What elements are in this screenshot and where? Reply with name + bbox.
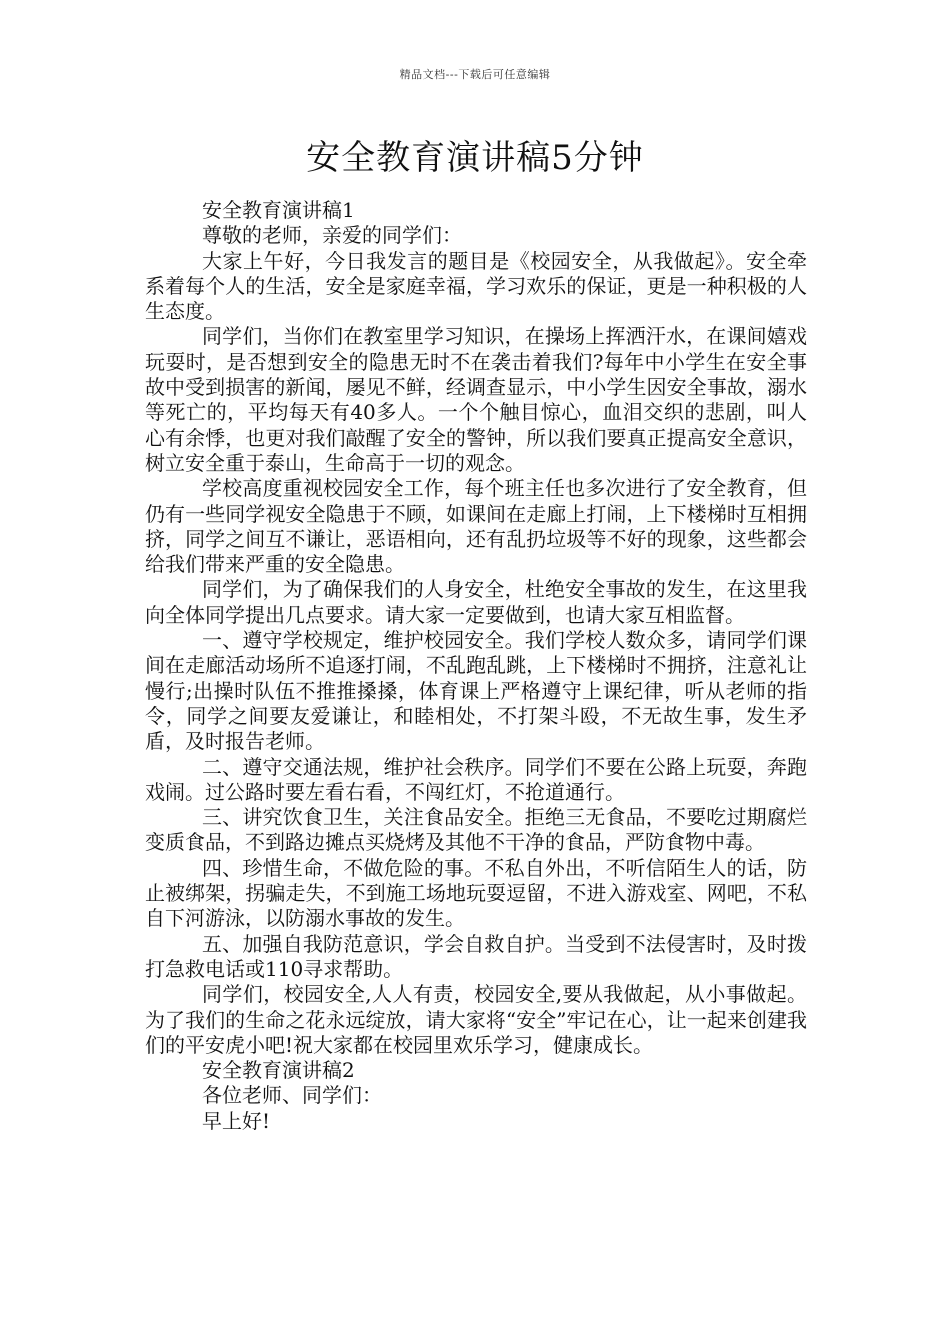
paragraph: 同学们，当你们在教室里学习知识，在操场上挥洒汗水，在课间嬉戏玩耍时，是否想到安全的隐患无时不在袭击着我们?每年中小学生在安全事故中受到损害的新闻，屡见不鲜，经调查显示，中小学生因安全事故，溺水等死亡的，平均每天有40多人。一个个触目惊心，血泪交织的悲剧，叫人心有余悸，也更对我们敲醒了安全的警钟，所以我们要真正提高安全意识，树立安全重于泰山，生命高于一切的观念。: [145, 324, 807, 475]
paragraph: 安全教育演讲稿2: [202, 1058, 355, 1083]
paragraph: 安全教育演讲稿1: [202, 198, 355, 222]
paragraph: 大家上午好，今日我发言的题目是《校园安全，从我做起》。安全牵系着每个人的生活，安全是家庭幸福，学习欢乐的保证，更是一种积极的人生态度。: [145, 248, 807, 324]
document-body: [145, 198, 807, 1134]
paragraph: 同学们，校园安全,人人有责，校园安全,要从我做起，从小事做起。为了我们的生命之花永远绽放，请大家将“安全”牢记在心，让一起来创建我们的平安虎小吧!祝大家都在校园里欢乐学习，健康成长。: [145, 982, 807, 1057]
paragraph: 尊敬的老师，亲爱的同学们：: [202, 223, 462, 248]
paragraph: 一、遵守学校规定，维护校园安全。我们学校人数众多，请同学们课间在走廊活动场所不追逐打闹，不乱跑乱跳，上下楼梯时不拥挤，注意礼让慢行;出操时队伍不推推搡搡，体育课上严格遵守上课纪律，听从老师的指令，同学之间要友爱谦让，和睦相处，不打架斗殴，不无故生事，发生矛盾，及时报告老师。: [145, 628, 807, 754]
paragraph: 同学们，为了确保我们的人身安全，杜绝安全事故的发生，在这里我向全体同学提出几点要求。请大家一定要做到，也请大家互相监督。: [145, 577, 807, 627]
header-note: 精品文档---下载后可任意编辑: [399, 68, 551, 81]
paragraph: 早上好!: [202, 1108, 271, 1133]
paragraph: 各位老师、同学们：: [202, 1083, 382, 1108]
paragraph: 三、讲究饮食卫生，关注食品安全。拒绝三无食品，不要吃过期腐烂变质食品，不到路边摊点买烧烤及其他不干净的食品，严防食物中毒。: [145, 805, 807, 855]
paragraph: 五、加强自我防范意识，学会自救自护。当受到不法侵害时，及时拨打急救电话或110寻求帮助。: [145, 931, 807, 981]
paragraph: 四、珍惜生命，不做危险的事。不私自外出，不听信陌生人的话，防止被绑架，拐骗走失，不到施工场地玩耍逗留，不进入游戏室、网吧，不私自下河游泳，以防溺水事故的发生。: [145, 855, 807, 931]
document-title: 安全教育演讲稿5分钟: [306, 138, 644, 178]
paragraph: 二、遵守交通法规，维护社会秩序。同学们不要在公路上玩耍，奔跑戏闹。过公路时要左看右看，不闯红灯，不抢道通行。: [145, 754, 807, 804]
paragraph: 学校高度重视校园安全工作，每个班主任也多次进行了安全教育，但仍有一些同学视安全隐患于不顾，如课间在走廊上打闹，上下楼梯时互相拥挤，同学之间互不谦让，恶语相向，还有乱扔垃圾等不好的现象，这些都会给我们带来严重的安全隐患。: [145, 476, 807, 577]
